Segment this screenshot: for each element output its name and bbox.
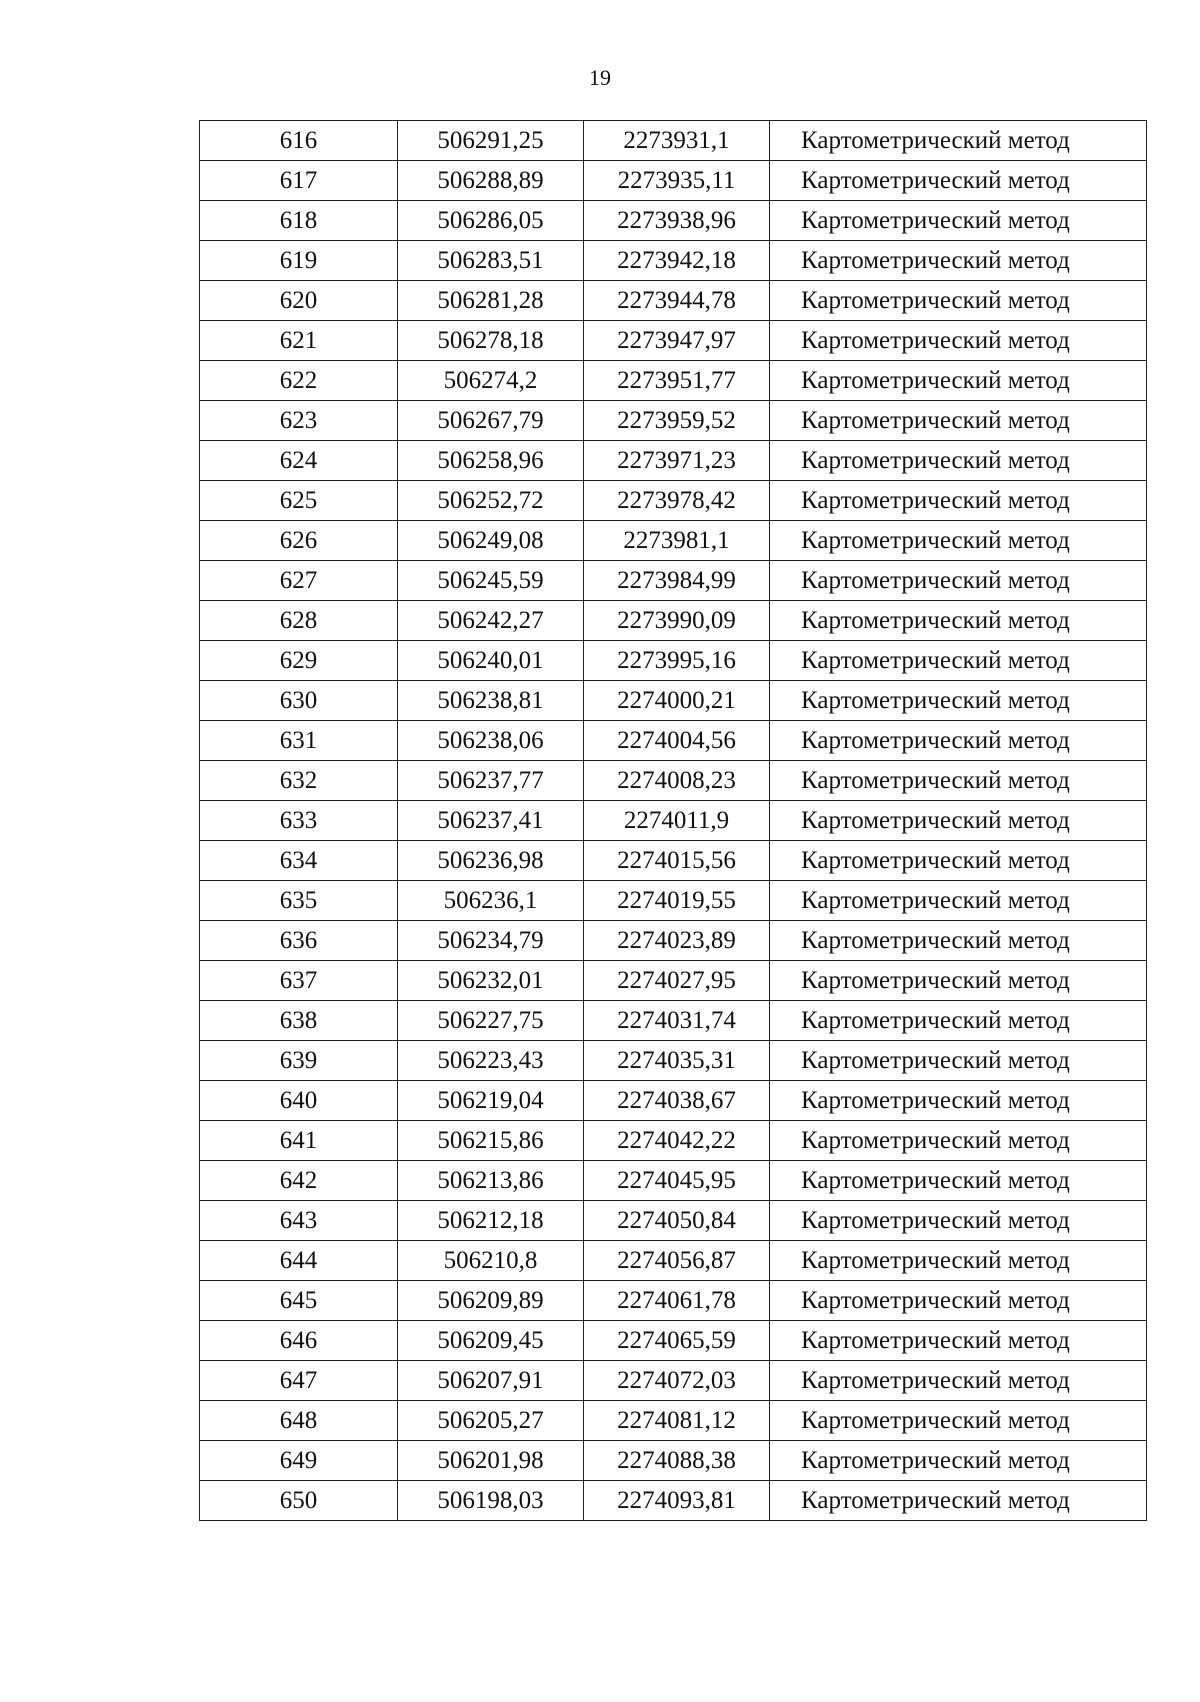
method-cell: Картометрический метод (770, 121, 1147, 161)
y-coordinate-cell: 2274000,21 (584, 681, 770, 721)
table-row (200, 681, 1147, 721)
point-number-cell: 646 (200, 1321, 398, 1361)
x-coordinate-cell: 506286,05 (398, 201, 584, 241)
y-coordinate-cell: 2273971,23 (584, 441, 770, 481)
point-number-cell: 645 (200, 1281, 398, 1321)
x-coordinate-cell: 506232,01 (398, 961, 584, 1001)
point-number-cell: 650 (200, 1481, 398, 1521)
method-cell: Картометрический метод (770, 361, 1147, 401)
y-coordinate-cell: 2274088,38 (584, 1441, 770, 1481)
y-coordinate-cell: 2273951,77 (584, 361, 770, 401)
x-coordinate-cell: 506291,25 (398, 121, 584, 161)
x-coordinate-cell: 506215,86 (398, 1121, 584, 1161)
point-number-cell: 621 (200, 321, 398, 361)
method-cell: Картометрический метод (770, 281, 1147, 321)
table-row (200, 921, 1147, 961)
point-number-cell: 642 (200, 1161, 398, 1201)
x-coordinate-cell: 506227,75 (398, 1001, 584, 1041)
x-coordinate-cell: 506274,2 (398, 361, 584, 401)
point-number-cell: 635 (200, 881, 398, 921)
y-coordinate-cell: 2273984,99 (584, 561, 770, 601)
table-row (200, 321, 1147, 361)
method-cell: Картометрический метод (770, 1281, 1147, 1321)
method-cell: Картометрический метод (770, 1201, 1147, 1241)
point-number-cell: 639 (200, 1041, 398, 1081)
y-coordinate-cell: 2273959,52 (584, 401, 770, 441)
method-cell: Картометрический метод (770, 721, 1147, 761)
point-number-cell: 625 (200, 481, 398, 521)
x-coordinate-cell: 506237,77 (398, 761, 584, 801)
y-coordinate-cell: 2273942,18 (584, 241, 770, 281)
method-cell: Картометрический метод (770, 321, 1147, 361)
table-row (200, 1441, 1147, 1481)
point-number-cell: 628 (200, 601, 398, 641)
x-coordinate-cell: 506236,1 (398, 881, 584, 921)
point-number-cell: 620 (200, 281, 398, 321)
table-row (200, 1001, 1147, 1041)
table-row (200, 1161, 1147, 1201)
x-coordinate-cell: 506205,27 (398, 1401, 584, 1441)
x-coordinate-cell: 506240,01 (398, 641, 584, 681)
table-row (200, 241, 1147, 281)
method-cell: Картометрический метод (770, 961, 1147, 1001)
y-coordinate-cell: 2274035,31 (584, 1041, 770, 1081)
method-cell: Картометрический метод (770, 1441, 1147, 1481)
method-cell: Картометрический метод (770, 201, 1147, 241)
x-coordinate-cell: 506245,59 (398, 561, 584, 601)
x-coordinate-cell: 506258,96 (398, 441, 584, 481)
table-row (200, 1401, 1147, 1441)
y-coordinate-cell: 2274023,89 (584, 921, 770, 961)
point-number-cell: 632 (200, 761, 398, 801)
y-coordinate-cell: 2274008,23 (584, 761, 770, 801)
method-cell: Картометрический метод (770, 601, 1147, 641)
table-row (200, 761, 1147, 801)
method-cell: Картометрический метод (770, 1001, 1147, 1041)
x-coordinate-cell: 506198,03 (398, 1481, 584, 1521)
x-coordinate-cell: 506242,27 (398, 601, 584, 641)
point-number-cell: 644 (200, 1241, 398, 1281)
table-row (200, 361, 1147, 401)
point-number-cell: 634 (200, 841, 398, 881)
method-cell: Картометрический метод (770, 1081, 1147, 1121)
method-cell: Картометрический метод (770, 801, 1147, 841)
y-coordinate-cell: 2274081,12 (584, 1401, 770, 1441)
table-row (200, 1361, 1147, 1401)
x-coordinate-cell: 506234,79 (398, 921, 584, 961)
point-number-cell: 623 (200, 401, 398, 441)
point-number-cell: 617 (200, 161, 398, 201)
point-number-cell: 616 (200, 121, 398, 161)
method-cell: Картометрический метод (770, 441, 1147, 481)
y-coordinate-cell: 2273990,09 (584, 601, 770, 641)
y-coordinate-cell: 2274042,22 (584, 1121, 770, 1161)
method-cell: Картометрический метод (770, 1161, 1147, 1201)
table-row (200, 481, 1147, 521)
table-row (200, 521, 1147, 561)
method-cell: Картометрический метод (770, 1241, 1147, 1281)
table-row (200, 1481, 1147, 1521)
y-coordinate-cell: 2274045,95 (584, 1161, 770, 1201)
table-row (200, 1281, 1147, 1321)
table-row (200, 841, 1147, 881)
y-coordinate-cell: 2274038,67 (584, 1081, 770, 1121)
y-coordinate-cell: 2274093,81 (584, 1481, 770, 1521)
table-row (200, 881, 1147, 921)
x-coordinate-cell: 506249,08 (398, 521, 584, 561)
table-row (200, 121, 1147, 161)
y-coordinate-cell: 2274015,56 (584, 841, 770, 881)
point-number-cell: 630 (200, 681, 398, 721)
y-coordinate-cell: 2274027,95 (584, 961, 770, 1001)
table-row (200, 201, 1147, 241)
point-number-cell: 622 (200, 361, 398, 401)
method-cell: Картометрический метод (770, 1401, 1147, 1441)
x-coordinate-cell: 506283,51 (398, 241, 584, 281)
table-row (200, 1041, 1147, 1081)
y-coordinate-cell: 2273978,42 (584, 481, 770, 521)
point-number-cell: 627 (200, 561, 398, 601)
method-cell: Картометрический метод (770, 521, 1147, 561)
x-coordinate-cell: 506212,18 (398, 1201, 584, 1241)
point-number-cell: 633 (200, 801, 398, 841)
table-row (200, 641, 1147, 681)
coordinates-table-body (200, 121, 1147, 1521)
y-coordinate-cell: 2274056,87 (584, 1241, 770, 1281)
x-coordinate-cell: 506209,89 (398, 1281, 584, 1321)
method-cell: Картометрический метод (770, 1041, 1147, 1081)
x-coordinate-cell: 506236,98 (398, 841, 584, 881)
table-row (200, 601, 1147, 641)
method-cell: Картометрический метод (770, 841, 1147, 881)
y-coordinate-cell: 2274050,84 (584, 1201, 770, 1241)
x-coordinate-cell: 506238,06 (398, 721, 584, 761)
y-coordinate-cell: 2273944,78 (584, 281, 770, 321)
point-number-cell: 648 (200, 1401, 398, 1441)
method-cell: Картометрический метод (770, 681, 1147, 721)
method-cell: Картометрический метод (770, 401, 1147, 441)
point-number-cell: 636 (200, 921, 398, 961)
point-number-cell: 640 (200, 1081, 398, 1121)
y-coordinate-cell: 2274065,59 (584, 1321, 770, 1361)
x-coordinate-cell: 506267,79 (398, 401, 584, 441)
page-number: 19 (589, 65, 611, 90)
table-row (200, 561, 1147, 601)
method-cell: Картометрический метод (770, 881, 1147, 921)
table-row (200, 281, 1147, 321)
method-cell: Картометрический метод (770, 761, 1147, 801)
point-number-cell: 618 (200, 201, 398, 241)
point-number-cell: 637 (200, 961, 398, 1001)
method-cell: Картометрический метод (770, 921, 1147, 961)
x-coordinate-cell: 506213,86 (398, 1161, 584, 1201)
point-number-cell: 638 (200, 1001, 398, 1041)
point-number-cell: 649 (200, 1441, 398, 1481)
y-coordinate-cell: 2274004,56 (584, 721, 770, 761)
y-coordinate-cell: 2273935,11 (584, 161, 770, 201)
point-number-cell: 641 (200, 1121, 398, 1161)
y-coordinate-cell: 2273947,97 (584, 321, 770, 361)
x-coordinate-cell: 506278,18 (398, 321, 584, 361)
method-cell: Картометрический метод (770, 1321, 1147, 1361)
table-row (200, 1241, 1147, 1281)
table-row (200, 401, 1147, 441)
x-coordinate-cell: 506209,45 (398, 1321, 584, 1361)
point-number-cell: 629 (200, 641, 398, 681)
table-row (200, 1081, 1147, 1121)
point-number-cell: 624 (200, 441, 398, 481)
x-coordinate-cell: 506210,8 (398, 1241, 584, 1281)
method-cell: Картометрический метод (770, 1121, 1147, 1161)
y-coordinate-cell: 2273931,1 (584, 121, 770, 161)
x-coordinate-cell: 506223,43 (398, 1041, 584, 1081)
method-cell: Картометрический метод (770, 641, 1147, 681)
method-cell: Картометрический метод (770, 481, 1147, 521)
table-row (200, 1201, 1147, 1241)
point-number-cell: 643 (200, 1201, 398, 1241)
y-coordinate-cell: 2273938,96 (584, 201, 770, 241)
y-coordinate-cell: 2274031,74 (584, 1001, 770, 1041)
method-cell: Картометрический метод (770, 1361, 1147, 1401)
x-coordinate-cell: 506201,98 (398, 1441, 584, 1481)
x-coordinate-cell: 506288,89 (398, 161, 584, 201)
y-coordinate-cell: 2274072,03 (584, 1361, 770, 1401)
x-coordinate-cell: 506238,81 (398, 681, 584, 721)
point-number-cell: 619 (200, 241, 398, 281)
y-coordinate-cell: 2273995,16 (584, 641, 770, 681)
table-row (200, 1321, 1147, 1361)
coordinates-table (199, 120, 1147, 1521)
point-number-cell: 631 (200, 721, 398, 761)
y-coordinate-cell: 2274011,9 (584, 801, 770, 841)
point-number-cell: 626 (200, 521, 398, 561)
table-row (200, 441, 1147, 481)
method-cell: Картометрический метод (770, 161, 1147, 201)
table-row (200, 721, 1147, 761)
method-cell: Картометрический метод (770, 241, 1147, 281)
y-coordinate-cell: 2274019,55 (584, 881, 770, 921)
table-row (200, 801, 1147, 841)
method-cell: Картометрический метод (770, 561, 1147, 601)
point-number-cell: 647 (200, 1361, 398, 1401)
x-coordinate-cell: 506252,72 (398, 481, 584, 521)
x-coordinate-cell: 506207,91 (398, 1361, 584, 1401)
table-row (200, 1121, 1147, 1161)
x-coordinate-cell: 506237,41 (398, 801, 584, 841)
x-coordinate-cell: 506281,28 (398, 281, 584, 321)
x-coordinate-cell: 506219,04 (398, 1081, 584, 1121)
table-row (200, 961, 1147, 1001)
y-coordinate-cell: 2274061,78 (584, 1281, 770, 1321)
method-cell: Картометрический метод (770, 1481, 1147, 1521)
table-row (200, 161, 1147, 201)
y-coordinate-cell: 2273981,1 (584, 521, 770, 561)
